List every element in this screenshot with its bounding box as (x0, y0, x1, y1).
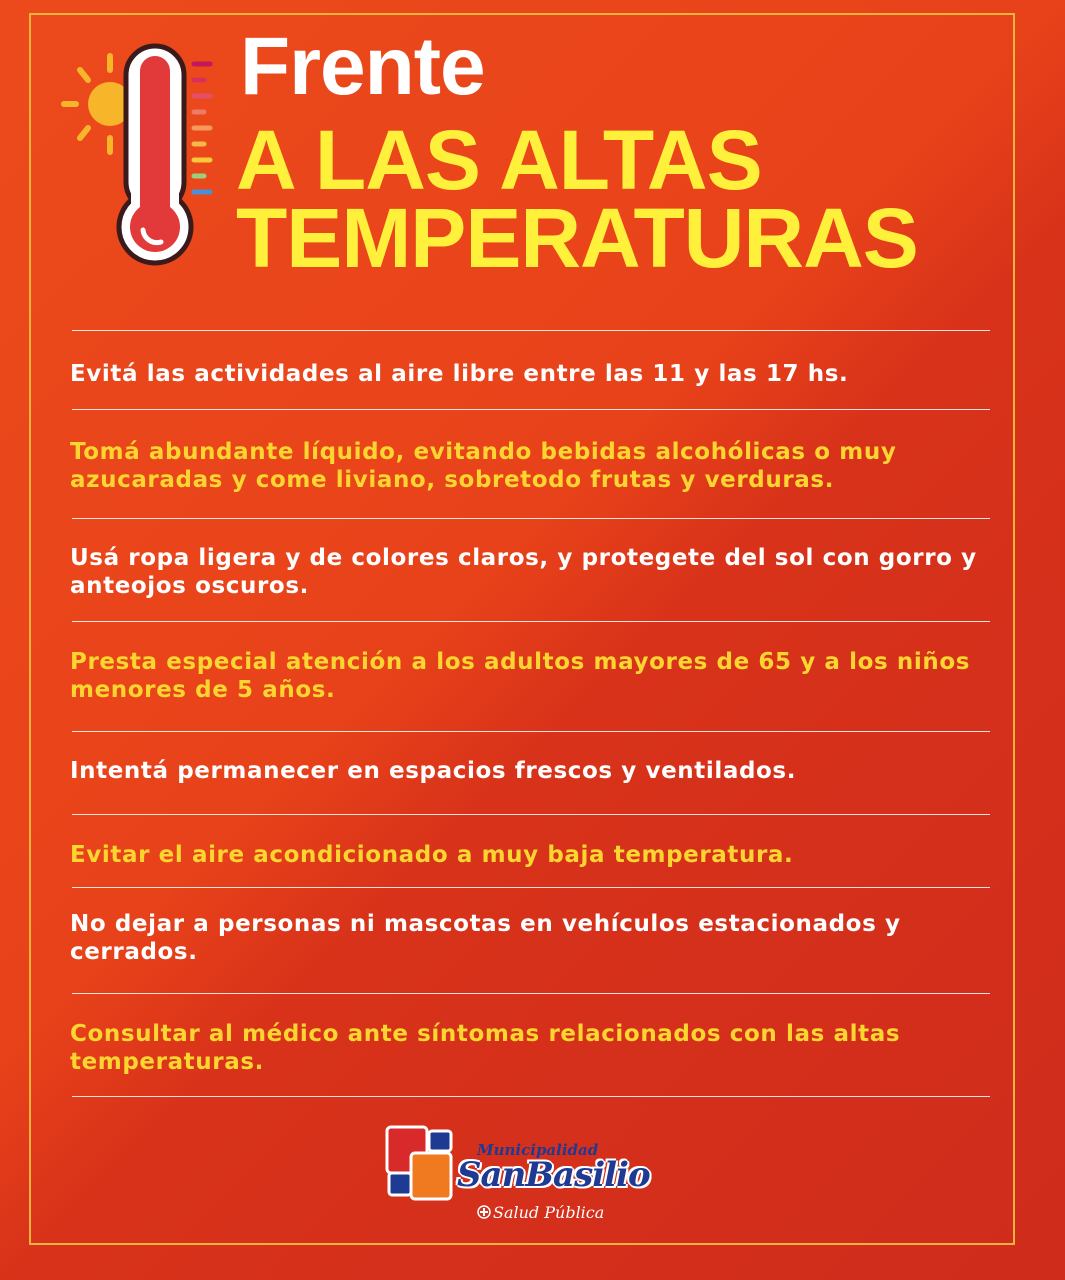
logo-municipalidad: Municipalidad (477, 1141, 599, 1159)
divider (72, 409, 990, 410)
logo-department: Salud Pública (493, 1203, 605, 1222)
title-line-1: Frente (240, 21, 485, 112)
health-icon (477, 1205, 491, 1219)
divider (72, 814, 990, 815)
divider (72, 731, 990, 732)
thermometer-sun-icon (60, 42, 230, 272)
tip-item: Intentá permanecer en espacios frescos y ventilados. (70, 758, 797, 784)
title-line-2: A LAS ALTAS (236, 113, 762, 207)
divider (72, 330, 990, 331)
divider (72, 887, 990, 888)
tip-item: Evitar el aire acondicionado a muy baja temperatura. (70, 842, 794, 868)
divider (72, 1096, 990, 1097)
divider (72, 993, 990, 994)
tip-item: Evitá las actividades al aire libre entre las 11 y las 17 hs. (70, 361, 849, 387)
sb-badge-icon (385, 1125, 457, 1205)
title-line-3: TEMPERATURAS (236, 191, 918, 285)
tip-item: No dejar a personas ni mascotas en vehículos estacionados y cerrados. (70, 911, 901, 965)
divider (72, 518, 990, 519)
tip-item: Consultar al médico ante síntomas relacionados con las altas temperaturas. (70, 1021, 901, 1075)
municipality-logo (385, 1125, 655, 1225)
tip-item: Usá ropa ligera y de colores claros, y protegete del sol con gorro y anteojos oscuros. (70, 545, 977, 599)
divider (72, 621, 990, 622)
tip-item: Presta especial atención a los adultos mayores de 65 y a los niños menores de 5 años. (70, 649, 971, 703)
tip-item: Tomá abundante líquido, evitando bebidas alcohólicas o muy azucaradas y come liviano, sobretodo frutas y verduras. (70, 439, 897, 493)
logo-name: SanBasilio (457, 1155, 650, 1195)
